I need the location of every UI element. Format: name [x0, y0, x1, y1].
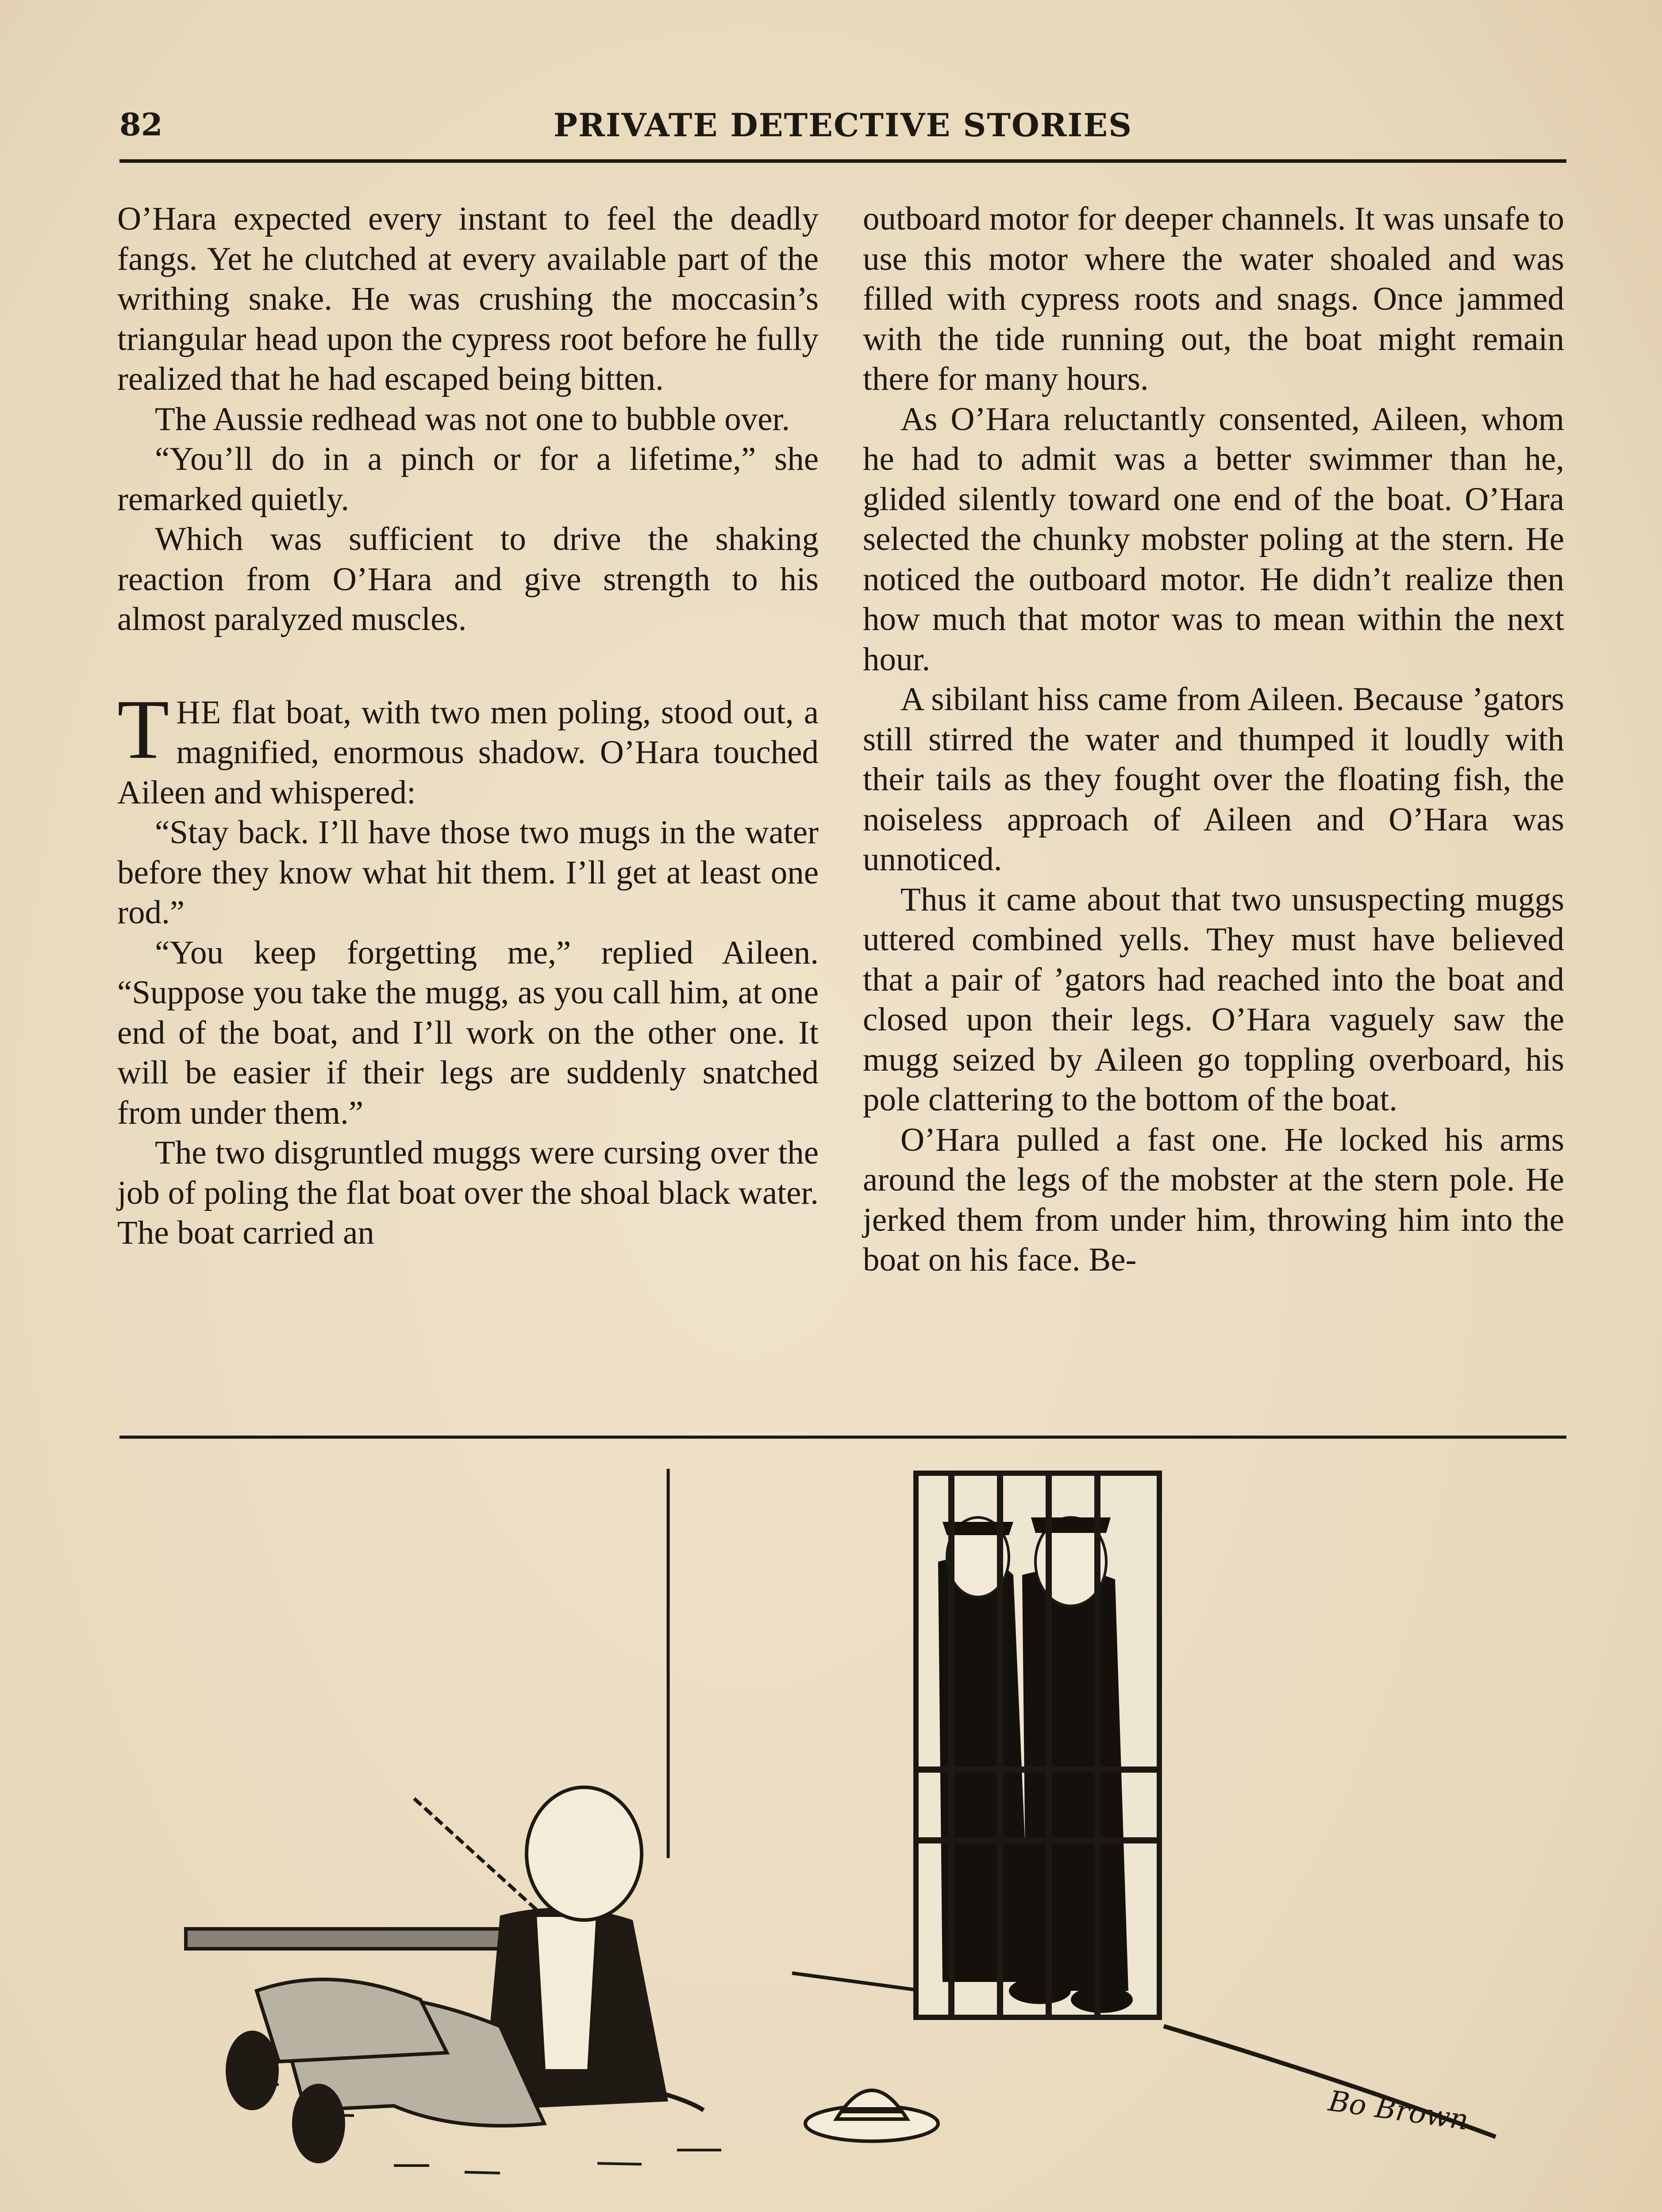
seated-man: [226, 1787, 704, 2163]
paragraph: “You keep forgetting me,” replied Aileen. “Suppose you take the mugg, as you call him, at one end of the boat, and I’ll work on the other one. It will be easier if their legs are suddenly snatched from under them.”: [117, 934, 819, 1131]
paragraph: Which was sufficient to drive the shaking reaction from O’Hara and give strength to his almost paralyzed muscles.: [117, 521, 819, 637]
section-break: [117, 640, 819, 693]
page-header: [119, 106, 1566, 155]
guards: [938, 1517, 1133, 2013]
left-column: [117, 199, 819, 1253]
section-rule: [119, 1436, 1566, 1439]
paragraph: outboard motor for deeper channels. It was unsafe to use this motor where the water shoaled and was filled with cypress roots and snags. Once jammed with the tide running out, the boat might remain there for many hours.: [863, 200, 1564, 397]
paragraph: A sibilant hiss came from Aileen. Because ’gators still stirred the water and thumped it loudly with their tails as they fought over the floating fish, the noiseless approach of Aileen and O’Hara was unnoticed.: [863, 681, 1564, 878]
right-column: [863, 199, 1564, 1280]
paragraph: O’Hara pulled a fast one. He locked his arms around the legs of the mobster at the stern pole. He jerked them from under him, throwing him into the boat on his face. Be-: [863, 1121, 1564, 1278]
paragraph: “You’ll do in a pinch or for a lifetime,” she remarked quietly.: [117, 441, 819, 518]
header-rule: [119, 159, 1566, 163]
running-title: PRIVATE DETECTIVE STORIES: [553, 106, 1133, 144]
artist-signature: Bo Brown: [1326, 2085, 1471, 2137]
drop-cap: T: [117, 682, 169, 776]
small-caps: HE: [176, 694, 222, 731]
cartoon-illustration: [146, 1460, 1518, 2212]
paragraph-dropcap: [117, 682, 819, 813]
paragraph: The two disgruntled muggs were cursing over the job of poling the flat boat over the shoal black water. The boat carried an: [117, 1134, 819, 1251]
page-number: 82: [119, 106, 163, 143]
paragraph: O’Hara expected every instant to feel the deadly fangs. Yet he clutched at every available part of the writhing snake. He was crushing the moccasin’s triangular head upon the cypress root before he fully realized that he had escaped being bitten.: [117, 200, 819, 397]
paragraph: The Aussie redhead was not one to bubble over.: [155, 400, 790, 438]
paragraph: As O’Hara reluctantly consented, Aileen, whom he had to admit was a better swimmer than he, glided silently toward one end of the boat. O’Hara selected the chunky mobster poling at the stern. He noticed the outboard motor. He didn’t realize then how much that motor was to mean within the next hour.: [863, 400, 1564, 678]
paragraph: Thus it came about that two unsuspecting muggs uttered combined yells. They must have believed that a pair of ’gators had reached into the boat and closed upon their legs. O’Hara vaguely saw the mugg seized by Aileen go toppling overboard, his pole clattering to the bottom of the boat.: [863, 881, 1564, 1118]
paragraph: “Stay back. I’ll have those two mugs in the water before they know what hit them. I’ll get at least one rod.”: [117, 814, 819, 931]
hat: [805, 2090, 938, 2141]
paragraph-text: flat boat, with two men poling, stood out, a magnified, enormous shadow. O’Hara touched Aileen and whispered:: [117, 694, 819, 811]
